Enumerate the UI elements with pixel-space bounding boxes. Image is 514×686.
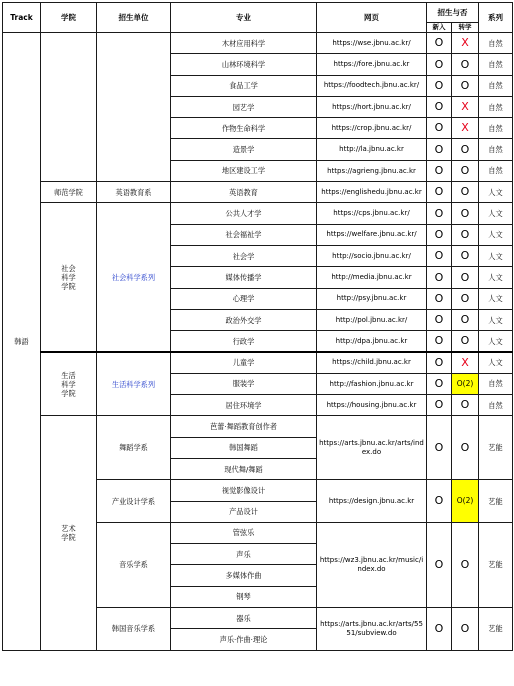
freshman-cell: O — [427, 480, 452, 523]
website-cell: http://pol.jbnu.ac.kr/ — [317, 309, 427, 330]
website-cell: https://fore.jbnu.ac.kr — [317, 54, 427, 75]
major-cell: 社会福祉学 — [171, 224, 317, 245]
freshman-cell: O — [427, 224, 452, 245]
major-cell: 政治外交学 — [171, 309, 317, 330]
major-cell: 产品设计 — [171, 501, 317, 522]
major-cell: 多媒体作曲 — [171, 565, 317, 586]
freshman-cell: O — [427, 395, 452, 416]
major-cell: 心理学 — [171, 288, 317, 309]
website-cell: https://crop.jbnu.ac.kr/ — [317, 118, 427, 139]
website-cell: https://englishedu.jbnu.ac.kr — [317, 182, 427, 203]
field-cell: 艺能 — [479, 608, 513, 651]
college-cell: 生活 科学 学院 — [41, 352, 97, 416]
major-cell: 造景学 — [171, 139, 317, 160]
website-cell: https://wse.jbnu.ac.kr/ — [317, 33, 427, 54]
transfer-cell: O — [452, 608, 479, 651]
table-row — [3, 352, 513, 373]
transfer-cell: O(2) — [452, 480, 479, 523]
field-cell: 人文 — [479, 224, 513, 245]
transfer-cell: O — [452, 288, 479, 309]
freshman-cell: O — [427, 416, 452, 480]
website-cell: https://housing.jbnu.ac.kr — [317, 395, 427, 416]
transfer-cell: O — [452, 416, 479, 480]
header-field: 系列 — [479, 3, 513, 33]
field-cell: 艺能 — [479, 416, 513, 480]
unit-cell: 英语教育系 — [97, 182, 171, 203]
table-row — [3, 33, 513, 54]
freshman-cell: O — [427, 160, 452, 181]
freshman-cell: O — [427, 522, 452, 607]
college-cell: 社会 科学 学院 — [41, 203, 97, 352]
major-cell: 英语教育 — [171, 182, 317, 203]
freshman-cell: O — [427, 288, 452, 309]
website-cell: https://agrieng.jbnu.ac.kr — [317, 160, 427, 181]
website-cell: http://psy.jbnu.ac.kr — [317, 288, 427, 309]
unit-cell: 韩国音乐学系 — [97, 608, 171, 651]
major-cell: 地区建设工学 — [171, 160, 317, 181]
major-cell: 木材应用科学 — [171, 33, 317, 54]
transfer-cell: O — [452, 522, 479, 607]
transfer-cell: X — [452, 118, 479, 139]
transfer-cell: O — [452, 75, 479, 96]
transfer-cell: X — [452, 96, 479, 117]
major-cell: 园艺学 — [171, 96, 317, 117]
website-cell: https://child.jbnu.ac.kr — [317, 352, 427, 373]
major-cell: 视觉影像设计 — [171, 480, 317, 501]
admission-table — [2, 2, 513, 651]
unit-cell: 舞蹈学系 — [97, 416, 171, 480]
website-cell: http://fashion.jbnu.ac.kr — [317, 373, 427, 394]
major-cell: 儿童学 — [171, 352, 317, 373]
field-cell: 自然 — [479, 395, 513, 416]
website-cell: https://wz3.jbnu.ac.kr/music/index.do — [317, 522, 427, 607]
field-cell: 自然 — [479, 118, 513, 139]
transfer-cell: X — [452, 352, 479, 373]
transfer-cell: O — [452, 267, 479, 288]
transfer-cell: X — [452, 33, 479, 54]
freshman-cell: O — [427, 267, 452, 288]
freshman-cell: O — [427, 33, 452, 54]
field-cell: 自然 — [479, 75, 513, 96]
college-cell — [41, 33, 97, 182]
website-cell: https://foodtech.jbnu.ac.kr/ — [317, 75, 427, 96]
freshman-cell: O — [427, 96, 452, 117]
table-row — [3, 182, 513, 203]
transfer-cell: O — [452, 331, 479, 352]
transfer-cell: O — [452, 395, 479, 416]
transfer-cell: O — [452, 203, 479, 224]
freshman-cell: O — [427, 54, 452, 75]
field-cell: 人文 — [479, 182, 513, 203]
field-cell: 人文 — [479, 352, 513, 373]
major-cell: 社会学 — [171, 245, 317, 266]
field-cell: 艺能 — [479, 480, 513, 523]
major-cell: 器乐 — [171, 608, 317, 629]
major-cell: 韩国舞蹈 — [171, 437, 317, 458]
website-cell: https://welfare.jbnu.ac.kr/ — [317, 224, 427, 245]
major-cell: 媒体传播学 — [171, 267, 317, 288]
transfer-cell: O — [452, 139, 479, 160]
header-admission: 招生与否 — [427, 3, 479, 23]
transfer-cell: O — [452, 182, 479, 203]
field-cell: 艺能 — [479, 522, 513, 607]
field-cell: 人文 — [479, 288, 513, 309]
freshman-cell: O — [427, 118, 452, 139]
header-freshman: 新入 — [427, 23, 452, 33]
website-cell: http://la.jbnu.ac.kr — [317, 139, 427, 160]
freshman-cell: O — [427, 309, 452, 330]
major-cell: 钢琴 — [171, 586, 317, 607]
major-cell: 现代舞/舞蹈 — [171, 458, 317, 479]
freshman-cell: O — [427, 331, 452, 352]
freshman-cell: O — [427, 182, 452, 203]
field-cell: 自然 — [479, 373, 513, 394]
field-cell: 人文 — [479, 331, 513, 352]
transfer-cell: O — [452, 160, 479, 181]
field-cell: 自然 — [479, 96, 513, 117]
major-cell: 居住环境学 — [171, 395, 317, 416]
website-cell: http://socio.jbnu.ac.kr/ — [317, 245, 427, 266]
table-row — [3, 203, 513, 224]
transfer-cell: O — [452, 245, 479, 266]
college-cell: 师范学院 — [41, 182, 97, 203]
field-cell: 人文 — [479, 203, 513, 224]
track-cell: 韩語 — [3, 33, 41, 651]
freshman-cell: O — [427, 75, 452, 96]
major-cell: 作物生命科学 — [171, 118, 317, 139]
unit-cell — [97, 33, 171, 182]
website-cell: https://cps.jbnu.ac.kr/ — [317, 203, 427, 224]
major-cell: 服装学 — [171, 373, 317, 394]
website-cell: https://arts.jbnu.ac.kr/arts/5551/subview.do — [317, 608, 427, 651]
header-transfer: 转学 — [452, 23, 479, 33]
freshman-cell: O — [427, 608, 452, 651]
unit-cell: 产业设计学系 — [97, 480, 171, 523]
major-cell: 声乐·作曲·理论 — [171, 629, 317, 650]
major-cell: 声乐 — [171, 544, 317, 565]
header-major: 专业 — [171, 3, 317, 33]
website-cell: https://design.jbnu.ac.kr — [317, 480, 427, 523]
table-row — [3, 416, 513, 437]
field-cell: 人文 — [479, 267, 513, 288]
freshman-cell: O — [427, 373, 452, 394]
website-cell: http://dpa.jbnu.ac.kr — [317, 331, 427, 352]
transfer-cell: O — [452, 54, 479, 75]
freshman-cell: O — [427, 139, 452, 160]
transfer-cell: O — [452, 224, 479, 245]
field-cell: 自然 — [479, 54, 513, 75]
website-cell: http://media.jbnu.ac.kr — [317, 267, 427, 288]
major-cell: 山林环境科学 — [171, 54, 317, 75]
website-cell: https://arts.jbnu.ac.kr/arts/index.do — [317, 416, 427, 480]
header-unit: 招生单位 — [97, 3, 171, 33]
header-track: Track — [3, 3, 41, 33]
field-cell: 自然 — [479, 160, 513, 181]
transfer-cell: O — [452, 309, 479, 330]
field-cell: 人文 — [479, 309, 513, 330]
field-cell: 自然 — [479, 139, 513, 160]
unit-cell: 音乐学系 — [97, 522, 171, 607]
field-cell: 自然 — [479, 33, 513, 54]
unit-cell: 生活科学系列 — [97, 352, 171, 416]
college-cell: 艺术 学院 — [41, 416, 97, 650]
major-cell: 行政学 — [171, 331, 317, 352]
field-cell: 人文 — [479, 245, 513, 266]
freshman-cell: O — [427, 352, 452, 373]
freshman-cell: O — [427, 203, 452, 224]
freshman-cell: O — [427, 245, 452, 266]
major-cell: 管弦乐 — [171, 522, 317, 543]
website-cell: https://hort.jbnu.ac.kr/ — [317, 96, 427, 117]
major-cell: 公共人才学 — [171, 203, 317, 224]
header-college: 学院 — [41, 3, 97, 33]
header-website: 网页 — [317, 3, 427, 33]
transfer-cell: O(2) — [452, 373, 479, 394]
major-cell: 芭蕾·舞蹈教育创作者 — [171, 416, 317, 437]
unit-cell: 社会科学系列 — [97, 203, 171, 352]
major-cell: 食品工学 — [171, 75, 317, 96]
